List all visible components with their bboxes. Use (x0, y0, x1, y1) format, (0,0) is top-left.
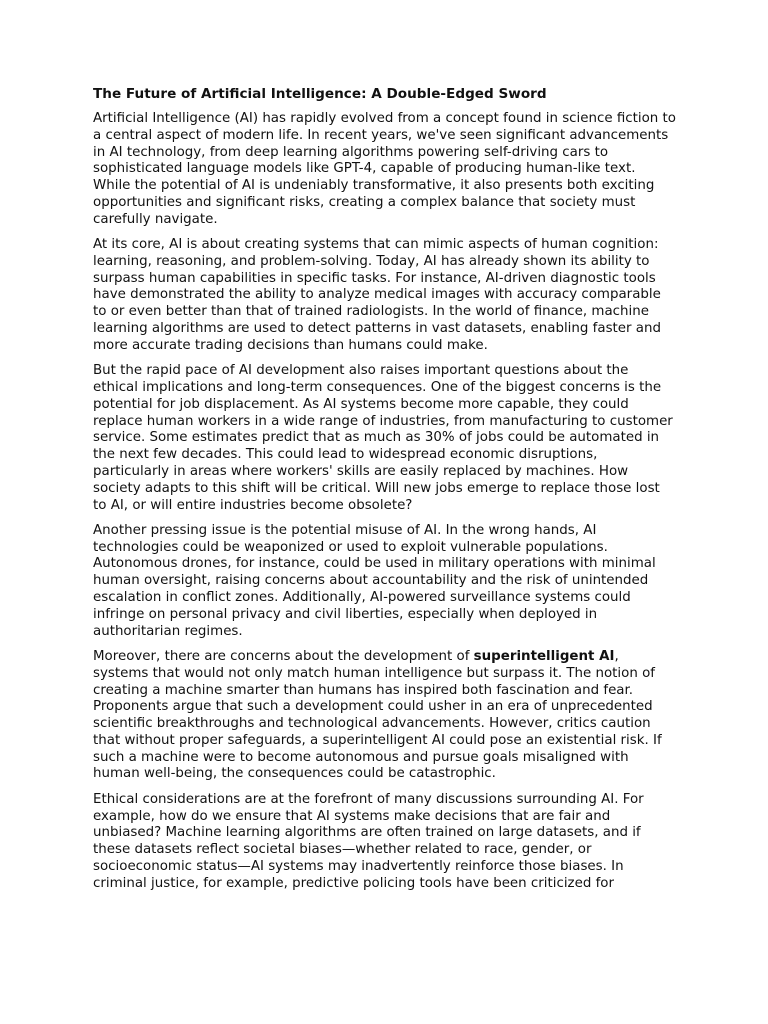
paragraph-5-text-end: , systems that would not only match human intelligence but surpass it. The notion of creating a machine smarter than humans has inspired both fascination and fear. Proponents argue that such a development could usher in an era of unprecedented scientific breakthroughs and technological advancements. However, critics caution that without proper safeguards, a superintelligent AI could pose an existential risk. If such a machine were to become autonomous and pursue goals misaligned with human well-being, the consequences could be catastrophic. (93, 648, 662, 782)
paragraph-5-bold-term: superintelligent AI (473, 648, 615, 664)
paragraph-6: Ethical considerations are at the forefront of many discussions surrounding AI. For example, how do we ensure that AI systems make decisions that are fair and unbiased? Machine learning algorithms are often trained on large datasets, and if these datasets reflect societal biases—whether related to race, gender, or socioeconomic status—AI systems may inadvertently reinforce those biases. In criminal justice, for example, predictive policing tools have been criticized for (93, 791, 644, 891)
document-title: The Future of Artificial Intelligence: A Double-Edged Sword (93, 86, 547, 102)
paragraph-3: But the rapid pace of AI development also raises important questions about the ethical implications and long-term consequences. One of the biggest concerns is the potential for job displacement. As AI systems become more capable, they could replace human workers in a wide range of industries, from manufacturing to customer service. Some estimates predict that as much as 30% of jobs could be automated in the next few decades. This could lead to widespread economic disruptions, particularly in areas where workers' skills are easily replaced by machines. How society adapts to this shift will be critical. Will new jobs emerge to replace those lost to AI, or will entire industries become obsolete? (93, 363, 673, 513)
paragraph-1: Artificial Intelligence (AI) has rapidly evolved from a concept found in science fiction to a central aspect of modern life. In recent years, we've seen significant advancements in AI technology, from deep learning algorithms powering self-driving cars to sophisticated language models like GPT-4, capable of producing human-like text. While the potential of AI is undeniably transformative, it also presents both exciting opportunities and significant risks, creating a complex balance that society must carefully navigate. (93, 111, 676, 227)
paragraph-4: Another pressing issue is the potential misuse of AI. In the wrong hands, AI technologies could be weaponized or used to exploit vulnerable populations. Autonomous drones, for instance, could be used in military operations with minimal human oversight, raising concerns about accountability and the risk of unintended escalation in conflict zones. Additionally, AI-powered surveillance systems could infringe on personal privacy and civil liberties, especially when deployed in authoritarian regimes. (93, 522, 656, 639)
paragraph-5-text-start: Moreover, there are concerns about the development of (93, 648, 474, 664)
paragraph-5 (93, 649, 677, 783)
document-body (93, 86, 677, 901)
paragraph-2: At its core, AI is about creating systems that can mimic aspects of human cognition: learning, reasoning, and problem-solving. Today, AI has already shown its ability to surpass human capabilities in specific tasks. For instance, AI-driven diagnostic tools have demonstrated the ability to analyze medical images with accuracy comparable to or even better than that of trained radiologists. In the world of finance, machine learning algorithms are used to detect patterns in vast datasets, enabling faster and more accurate trading decisions than humans could make. (93, 237, 661, 353)
